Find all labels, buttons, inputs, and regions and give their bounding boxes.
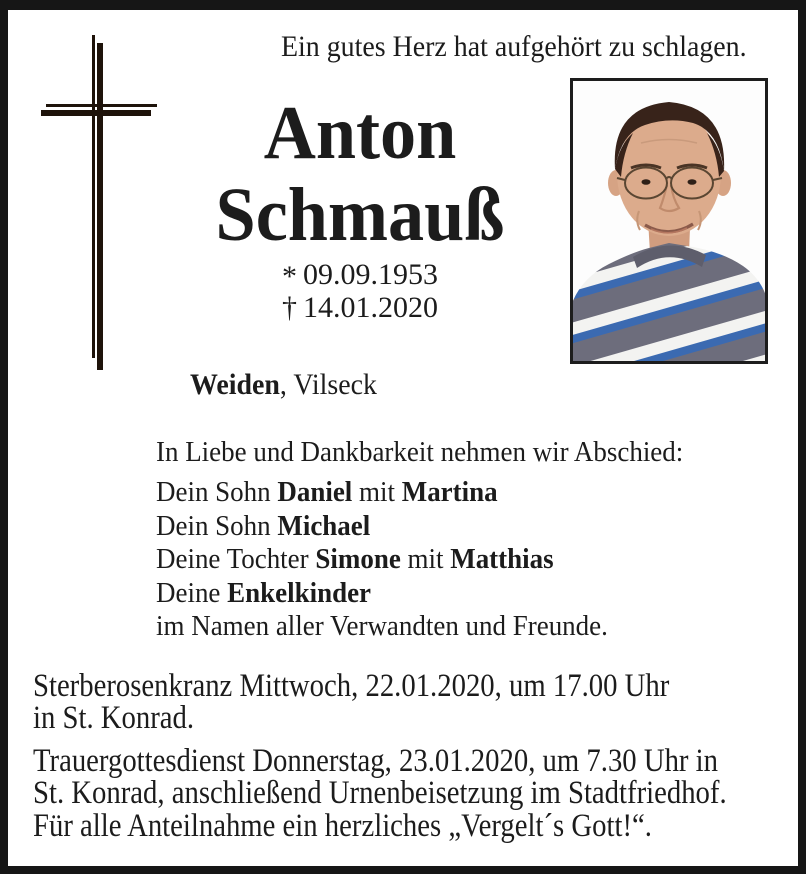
announcement-line: St. Konrad, anschließend Urnenbeisetzung im Stadtfriedhof. bbox=[33, 775, 727, 811]
places-line bbox=[190, 368, 377, 402]
mourner-line bbox=[156, 510, 683, 544]
epigraph: Ein gutes Herz hat aufgehört zu schlagen. bbox=[281, 30, 747, 63]
mourner-prefix: Deine Tochter bbox=[156, 543, 316, 575]
mourner-line bbox=[156, 476, 683, 510]
birth-star-symbol: * bbox=[281, 260, 297, 293]
deceased-name bbox=[160, 92, 560, 256]
mourner-middle: mit bbox=[400, 543, 451, 575]
mourner-prefix: Dein Sohn bbox=[156, 476, 278, 508]
mourner-name: Daniel bbox=[277, 476, 353, 508]
place-primary: Weiden bbox=[190, 368, 280, 401]
announcement-line: Trauergottesdienst Donnerstag, 23.01.2020, um 7.30 Uhr in bbox=[33, 743, 719, 779]
death-cross-symbol: † bbox=[281, 291, 297, 324]
mourner-name2: Matthias bbox=[450, 543, 554, 575]
portrait-illustration bbox=[573, 81, 765, 361]
mourner-line bbox=[156, 543, 683, 577]
mourner-prefix: Deine bbox=[156, 576, 228, 609]
farewell-intro: In Liebe und Dankbarkeit nehmen wir Abschied: bbox=[156, 436, 684, 468]
life-dates bbox=[160, 258, 560, 324]
mourner-middle: mit bbox=[352, 476, 402, 508]
farewell-section bbox=[156, 436, 723, 644]
death-date: 14.01.2020 bbox=[303, 291, 438, 324]
thanks-line bbox=[33, 810, 744, 842]
mourner-name: Enkelkinder bbox=[227, 576, 372, 609]
mourner-line bbox=[156, 577, 683, 611]
announcement-line: Sterberosenkranz Mittwoch, 22.01.2020, um 17.00 Uhr bbox=[33, 668, 670, 704]
funeral-service-announcement bbox=[33, 745, 806, 809]
portrait-photo bbox=[570, 78, 768, 364]
rosary-announcement bbox=[33, 670, 764, 734]
birth-date-line bbox=[160, 258, 560, 291]
death-date-line bbox=[160, 291, 560, 324]
deceased-first-name: Anton bbox=[263, 91, 457, 175]
mourner-prefix: Dein Sohn bbox=[156, 509, 278, 542]
farewell-outro: im Namen aller Verwandten und Freunde. bbox=[156, 610, 608, 642]
announcement-line: Für alle Anteilnahme ein herzliches „Vergelt´s Gott!“. bbox=[33, 808, 652, 844]
mourner-name: Michael bbox=[277, 509, 371, 542]
deceased-last-name: Schmauß bbox=[215, 173, 505, 257]
mourner-name2: Martina bbox=[401, 476, 498, 508]
announcement-line: in St. Konrad. bbox=[33, 700, 195, 736]
memorial-cross-icon bbox=[30, 25, 170, 375]
place-secondary: , Vilseck bbox=[279, 368, 377, 401]
birth-date: 09.09.1953 bbox=[303, 258, 438, 291]
mourner-name: Simone bbox=[315, 543, 401, 575]
